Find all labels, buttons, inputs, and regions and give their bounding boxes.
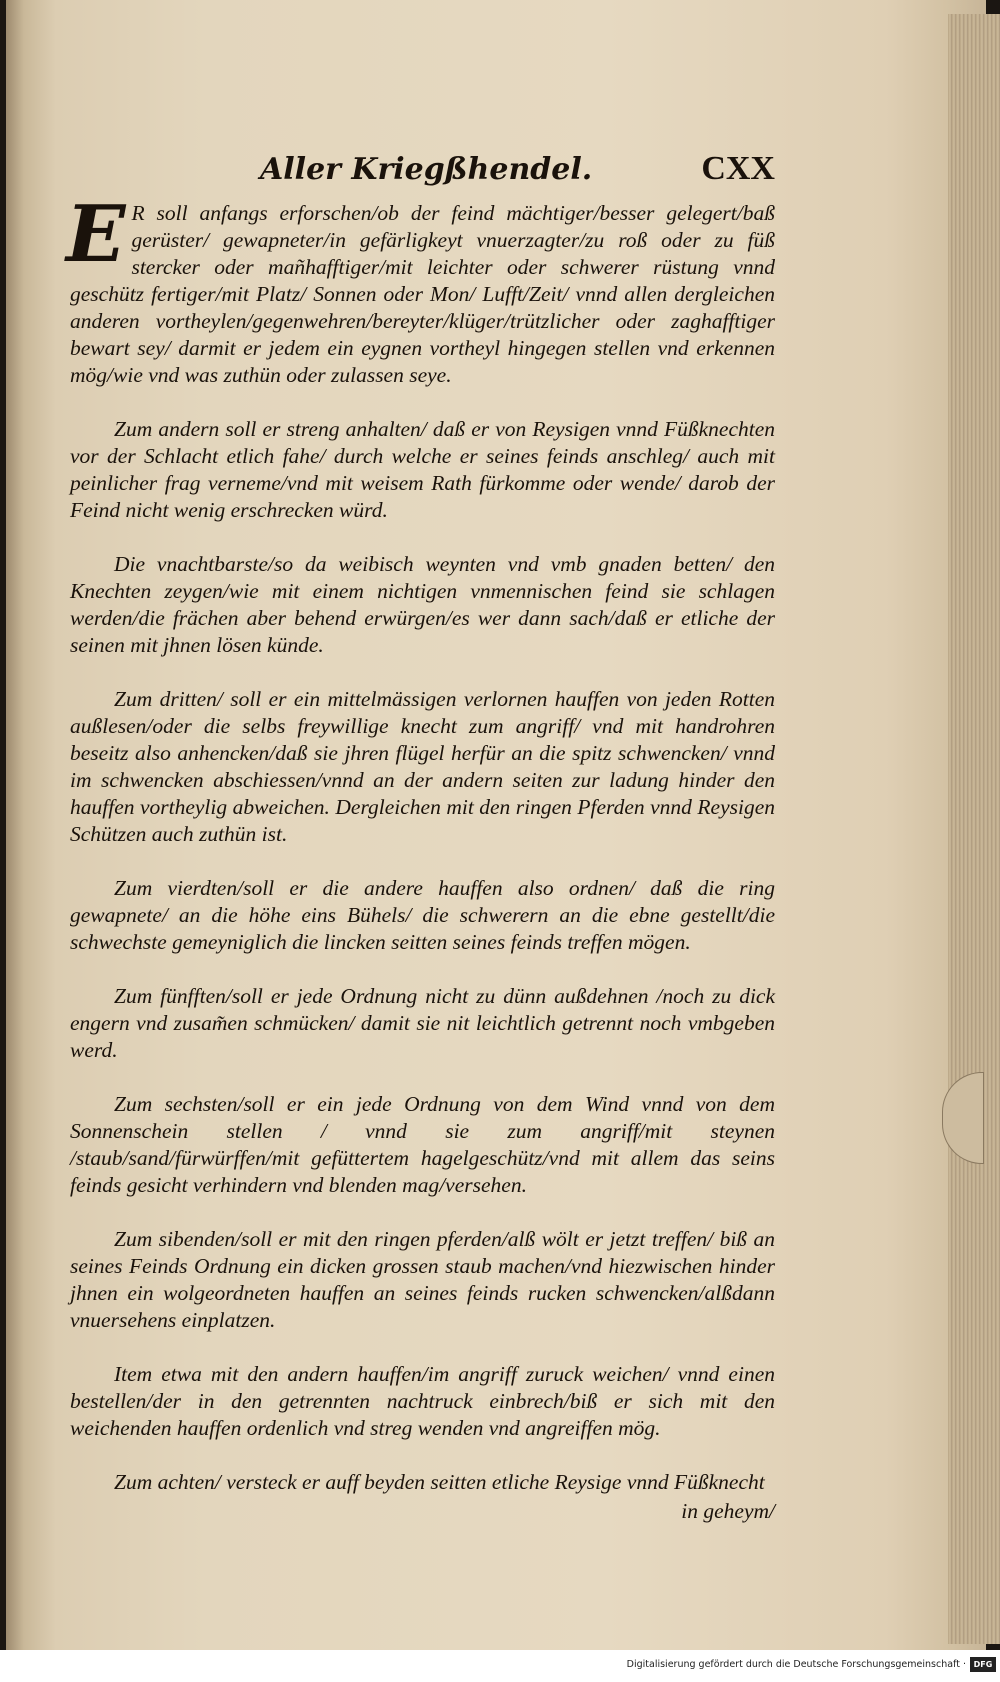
running-header <box>70 150 775 200</box>
paragraph-2: Zum andern soll er streng anhalten/ daß er von Reysigen vnnd Füßknechten vor der Schlacht etlich fahe/ durch welche er seines feinds anschleg/ auch mit peinlicher frag verneme/vnd mit weisem Rath fürkomme oder wende/ darob der Feind nicht wenig erschrecken würd. <box>70 417 775 522</box>
paragraph-1 <box>66 189 775 389</box>
page-edges <box>948 14 1000 1644</box>
dfg-logo-icon: DFG <box>970 1657 996 1672</box>
paragraph-9: Item etwa mit den andern hauffen/im angriff zuruck weichen/ vnnd einen bestellen/der in den getrennten nachtruck einbrech/biß er sich mit den weichenden hauffen ordenlich vnd streg wenden vnd angreiffen mög. <box>70 1362 775 1440</box>
decorated-initial: E <box>66 189 126 280</box>
catchword: in geheym/ <box>681 1499 775 1523</box>
paragraph-7: Zum sechsten/soll er ein jede Ordnung von dem Wind vnnd von dem Sonnenschein stellen / vnnd sie zum angriff/mit steynen /staub/sand/fürwürffen/mit gefüttertem hagelgeschütz/vnd mit allem das seins feinds gesicht verhindern vnd blenden mag/versehen. <box>70 1092 775 1197</box>
paragraph-8: Zum sibenden/soll er mit den ringen pferden/alß wölt er jetzt treffen/ biß an seines Feinds Ordnung ein dicken grossen staub machen/vnd hiezwischen hinder jhnen ein wolgeordneten hauffen an seines feinds rucken schwencken/alßdann vnuersehens einplatzen. <box>70 1227 775 1332</box>
paragraph-4: Zum dritten/ soll er ein mittelmässigen verlornen hauffen von jeden Rotten außlesen/oder die selbs freywillige knecht zum angriff/ vnd mit handrohren beseitz also anhencken/daß sie jhren flügel herfür an die spitz schwencken/ vnnd im schwencken abschiessen/vnnd an der andern seiten zur ladung hinder den hauffen vortheylig abweichen. Dergleichen mit den ringen Pferden vnnd Reysigen Schützen auch zuthün ist. <box>70 687 775 846</box>
footer-bar <box>0 1650 1000 1682</box>
paragraph-3: Die vnachtbarste/so da weibisch weynten vnd vmb gnaden betten/ den Knechten zeygen/wie mit einem nichtigen vnmennischen feind sie schlagen werden/die frächen aber behend erwürgen/es wer dann sach/daß er etliche der seinen mit jhnen lösen künde. <box>70 552 775 657</box>
paragraph-6: Zum fünfften/soll er jede Ordnung nicht zu dünn außdehnen /noch zu dick engern vnd zusam̃en schmücken/ damit sie nit leichtlich getrennt noch vmbgeben werd. <box>70 984 775 1062</box>
header-title: Aller Kriegßhendel. <box>260 152 593 187</box>
paragraph-5: Zum vierdten/soll er die andere hauffen also ordnen/ daß die ring gewapnete/ an die höhe eins Bühels/ die schwerern an die ebne gestellt/die schwechste gemeyniglich die lincken seitten seines feinds treffen mögen. <box>70 876 775 954</box>
text-block <box>66 150 775 1524</box>
funding-credit: Digitalisierung gefördert durch die Deutsche Forschungsgemeinschaft · <box>626 1659 966 1670</box>
paragraph-text: R soll anfangs erforschen/ob der feind mächtiger/besser gelegert/baß gerüster/ gewapneter/in gefärligkeyt vnuerzagter/zu roß oder zu füß stercker oder mañhafftiger/mit leichter oder schwerer rüstung vnnd geschütz fertiger/mit Platz/ Sonnen oder Mon/ Lufft/Zeit/ vnnd allen dergleichen anderen vortheylen/gegenwehren/bereyter/klüger/trützlicher oder zaghafftiger bewart sey/ darmit er jedem ein eygnen vortheyl hingegen stellen vnd erkennen mög/wie vnd was zuthün oder zulassen seye. <box>70 201 775 387</box>
folio-number: CXX <box>701 150 775 187</box>
paragraph-10: Zum achten/ versteck er auff beyden seitten etliche Reysige vnnd Füßknecht <box>114 1470 765 1494</box>
